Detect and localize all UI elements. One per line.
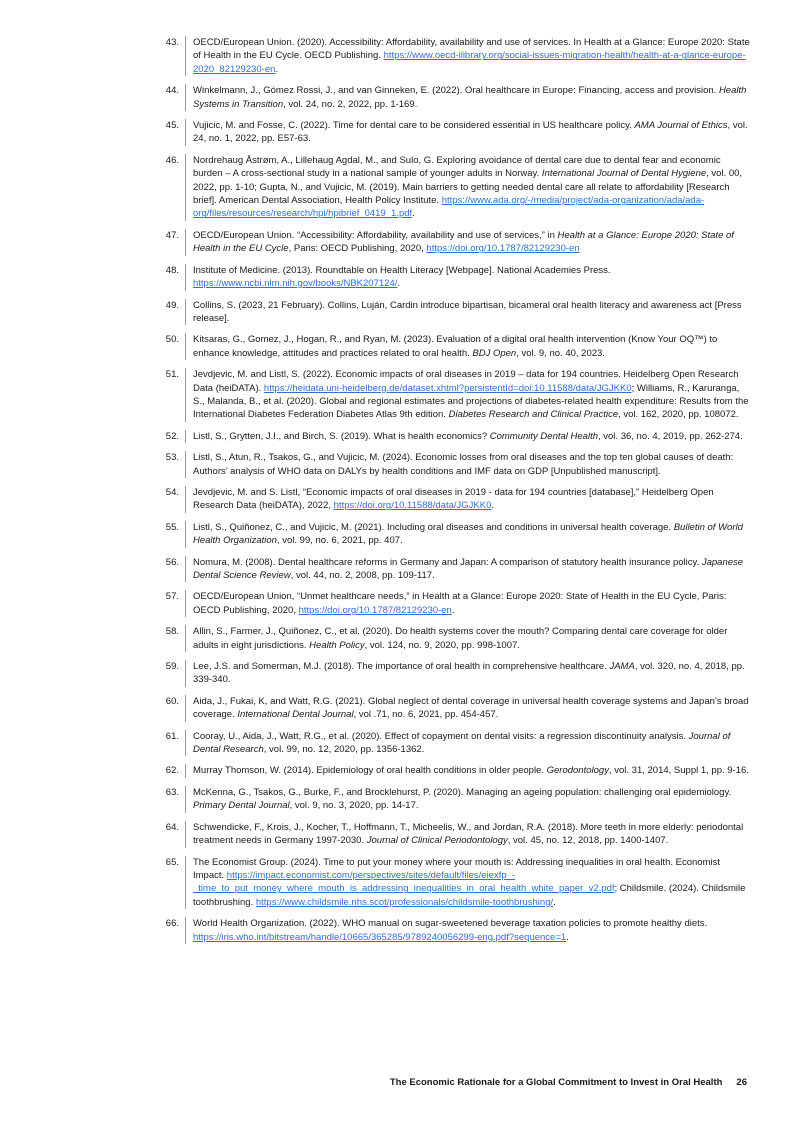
reference-text-segment: Institute of Medicine. (2013). Roundtable on Health Literacy [Webpage]. National Academies Press. [193, 264, 611, 276]
reference-source-title: JAMA [609, 661, 635, 673]
reference-text [185, 917, 750, 944]
reference-text [185, 786, 750, 813]
reference-text [185, 856, 750, 910]
reference-text-segment: , vol. 44, no. 2, 2008, pp. 109-117. [290, 570, 435, 581]
reference-number: 49. [165, 299, 179, 311]
reference-number: 45. [165, 120, 179, 132]
reference-source-title: Community Dental Health [489, 430, 598, 442]
reference-item [150, 368, 750, 422]
reference-text-segment: , vol. 24, no. 1, 2022, pp. E57-63. [193, 120, 748, 145]
reference-item [150, 229, 750, 256]
reference-source-title: BDJ Open [472, 347, 517, 359]
reference-item [150, 84, 750, 111]
reference-text-segment: . [275, 63, 279, 75]
reference-number: 48. [165, 264, 179, 276]
reference-item [150, 486, 750, 513]
reference-source-title: Health at a Glance: Europe 2020: State of Health in the EU Cycle [193, 229, 734, 255]
reference-item [150, 660, 750, 687]
reference-text-segment: Allin, S., Farmer, J., Quiñonez, C., et al. (2020). Do health systems cover the mouth? Comparing dental care coverage for older adults in eight jurisdictions. [193, 626, 728, 651]
reference-text [185, 486, 750, 513]
reference-number: 51. [165, 369, 179, 381]
page-footer [390, 1077, 747, 1088]
reference-text [185, 84, 750, 111]
reference-item [150, 590, 750, 617]
reference-text-segment: , vol. 45, no. 12, 2018, pp. 1400-1407. [507, 835, 669, 847]
reference-item [150, 333, 750, 360]
reference-text [185, 264, 750, 291]
reference-text-segment: ; Childsmile. (2024). Childsmile toothbrushing. [193, 883, 746, 908]
reference-link[interactable]: https://www.ada.org/-/media/project/ada-organization/ada/ada-org/files/resources/research/hpi/hpibrief_0419_1.pdf [193, 195, 705, 220]
reference-number: 60. [165, 695, 179, 707]
reference-number: 43. [165, 37, 179, 48]
reference-item [150, 695, 750, 722]
reference-text [185, 695, 750, 722]
reference-text [185, 556, 750, 583]
reference-number: 56. [165, 556, 179, 568]
reference-number: 44. [165, 85, 179, 97]
reference-number: 59. [165, 661, 179, 673]
reference-text [185, 333, 750, 360]
reference-item [150, 451, 750, 478]
reference-text-segment: , vol. 99, no. 6, 2021, pp. 407. [276, 535, 403, 547]
reference-text [185, 521, 750, 548]
reference-link[interactable]: https://doi.org/10.11588/data/JGJKK0 [333, 500, 492, 512]
reference-text [185, 36, 750, 76]
reference-text [185, 430, 750, 443]
reference-item [150, 786, 750, 813]
reference-link[interactable]: https://iris.who.int/bitstream/handle/10665/365285/9789240056299-eng.pdf?sequence=1 [193, 931, 567, 943]
reference-text-segment: Nordrehaug Åstrøm, A., Lillehaug Agdal, M., and Sulo, G. Exploring avoidance of dental care due to dental fear and economic burden – A cross-sectional study in a national sample of younger adults in Norway. [193, 154, 721, 180]
reference-item [150, 730, 750, 757]
reference-number: 64. [165, 821, 179, 833]
reference-item [150, 299, 750, 326]
reference-text-segment: , vol. 99, no. 12, 2020, pp. 1356-1362. [263, 744, 425, 756]
reference-text-segment: . [412, 208, 415, 220]
reference-text-segment: , vol. 162, 2020, pp. 108072. [618, 409, 739, 421]
reference-item [150, 430, 750, 443]
reference-link[interactable]: https://doi.org/10.1787/82129230-en [426, 243, 580, 255]
reference-item [150, 264, 750, 291]
reference-source-title: Diabetes Research and Clinical Practice [448, 409, 619, 421]
reference-number: 55. [165, 521, 179, 533]
reference-text-segment: , vol. 24, no. 2, 2022, pp. 1-169. [283, 98, 418, 110]
reference-text [185, 821, 750, 848]
reference-source-title: Health Systems in Transition [193, 85, 747, 110]
reference-text-segment: . [553, 896, 556, 908]
reference-text-segment: Murray Thomson, W. (2014). Epidemiology of oral health conditions in older people. [193, 765, 547, 777]
reference-item [150, 119, 750, 146]
reference-item [150, 625, 750, 652]
reference-text-segment: , vol .71, no. 6, 2021, pp. 454-457. [353, 709, 499, 721]
reference-number: 62. [165, 765, 179, 777]
reference-text-segment: . [566, 931, 569, 943]
reference-source-title: Japanese Dental Science Review [193, 556, 744, 581]
reference-list [150, 36, 750, 952]
reference-source-title: Journal of Clinical Periodontology [366, 835, 508, 847]
reference-text-segment: Lee, J.S. and Somerman, M.J. (2018). The importance of oral health in comprehensive healthcare. [193, 661, 610, 673]
reference-text [185, 451, 750, 478]
reference-link[interactable]: https://impact.economist.com/perspectives/sites/default/files/eiexfp_-_time_to_put_money_where_mouth_is_addressing_inequalities_in_oral_health_white_paper_v2.pdf [193, 869, 615, 895]
reference-text-segment: Nomura, M. (2008). Dental healthcare reforms in Germany and Japan: A comparison of statutory health insurance policy. [193, 556, 702, 568]
reference-text-segment: . [491, 500, 495, 512]
reference-number: 63. [165, 786, 179, 798]
reference-text [185, 590, 750, 617]
reference-text [185, 730, 750, 757]
reference-text-segment: Kitsaras, G., Gomez, J., Hogan, R., and Ryan, M. (2023). Evaluation of a digital oral health intervention (Know Your OQ™) to enhance knowledge, attitudes and practices related to oral health. [193, 334, 718, 359]
reference-text-segment: Collins, S. (2023, 21 February). Collins, Luján, Cardin introduce bipartisan, bicameral oral health literacy and awareness act [Press release]. [193, 299, 742, 324]
reference-text-segment: , vol. 124, no. 9, 2020, pp. 998-1007. [364, 639, 520, 651]
reference-item [150, 821, 750, 848]
reference-source-title: Primary Dental Journal [193, 800, 290, 812]
reference-item [150, 36, 750, 76]
reference-source-title: Bulletin of World Health Organization [193, 521, 743, 547]
reference-text-segment: ; Williams, R., Karuranga, S., Malanda, B., et al. (2020). Global and regional estimates and projections of diabetes-related health expenditure: Results from the International Diabetes Federation Diabetes Atlas 9th edition. [193, 382, 749, 421]
reference-text-segment: The Economist Group. (2024). Time to put your money where your mouth is: Addressing inequalities in oral health. Economist Impact. [193, 856, 720, 881]
reference-link[interactable]: https://doi.org/10.1787/82129230-en [298, 604, 452, 616]
reference-text-segment: , Paris: OECD Publishing, 2020, [288, 243, 427, 255]
reference-source-title: Journal of Dental Research [193, 730, 731, 756]
reference-link[interactable]: https://www.ncbi.nlm.nih.gov/books/NBK207124/ [193, 278, 398, 290]
reference-link[interactable]: https://www.oecd-ilibrary.org/social-issues-migration-health/health-at-a-glance-europe-2020_82129230-en [193, 50, 746, 75]
reference-text-segment: McKenna, G., Tsakos, G., Burke, F., and Brocklehurst, P. (2020). Managing an ageing population: challenging oral epidemiology. [193, 786, 732, 798]
reference-source-title: AMA Journal of Ethics [634, 120, 728, 132]
reference-source-title: International Journal of Dental Hygiene [541, 168, 707, 180]
reference-text-segment: , vol. 36, no. 4, 2019, pp. 262-274. [598, 430, 743, 442]
reference-number: 50. [165, 334, 179, 346]
footer-title: The Economic Rationale for a Global Commitment to Invest in Oral Health [389, 1077, 723, 1088]
reference-text [185, 625, 750, 652]
reference-text-segment: , vol. 00, 2022, pp. 1-10; Gupta, N., and Vujicic, M. (2019). Main barriers to getting needed dental care all relate to affordability [Research brief]. American Dental Association, Health Policy Institute. [193, 168, 743, 207]
reference-text [185, 368, 750, 422]
reference-link[interactable]: https://heidata.uni-heidelberg.de/dataset.xhtml?persistentId=doi:10.11588/data/JGJKK0 [263, 382, 632, 394]
reference-item [150, 764, 750, 777]
page-number: 26 [736, 1077, 747, 1088]
reference-text-segment: , vol. 320, no. 4, 2018, pp. 339-340. [193, 661, 745, 686]
reference-text [185, 764, 750, 777]
reference-item [150, 521, 750, 548]
reference-text [185, 154, 750, 221]
reference-link[interactable]: https://www.childsmile.nhs.scot/professionals/childsmile-toothbrushing/ [255, 896, 554, 908]
reference-text-segment: OECD/European Union, “Unmet healthcare needs,” in Health at a Glance: Europe 2020: State of Health in the EU Cycle, Paris: OECD Publishing, 2020, [193, 591, 727, 616]
reference-text-segment: Jevdjevic, M. and Listl, S. (2022). Economic impacts of oral diseases in 2019 – data for 194 countries. Heidelberg Open Research Data (heiDATA). [193, 369, 739, 394]
reference-source-title: Health Policy [309, 639, 365, 651]
reference-number: 66. [165, 918, 179, 930]
reference-text-segment: World Health Organization. (2022). WHO manual on sugar-sweetened beverage taxation policies to promote healthy diets. [193, 918, 708, 930]
reference-number: 57. [165, 591, 179, 603]
reference-item [150, 154, 750, 221]
reference-text-segment: , vol. 31, 2014, Suppl 1, pp. 9-16. [608, 765, 749, 777]
reference-text-segment: OECD/European Union. (2020). Accessibility: Affordability, availability and use of services. In Health at a Glance: Europe 2020: State of Health in the EU Cycle. OECD Publishing. [193, 37, 750, 62]
reference-text-segment: , vol. 9, no. 40, 2023. [516, 347, 605, 359]
reference-text-segment: Vujicic, M. and Fosse, C. (2022). Time for dental care to be considered essential in US healthcare policy. [193, 120, 635, 132]
reference-number: 61. [165, 730, 179, 742]
reference-text-segment: . [451, 604, 455, 616]
reference-text-segment: Listl, S., Grytten, J.I., and Birch, S. (2019). What is health economics? [193, 430, 490, 442]
reference-text-segment: Cooray, U., Aida, J., Watt, R.G., et al. (2020). Effect of copayment on dental visits: a regression discontinuity analysis. [193, 730, 689, 742]
reference-number: 58. [165, 626, 179, 638]
reference-text-segment: Listl, S., Quiñonez, C., and Vujicic, M. (2021). Including oral diseases and conditions in universal health coverage. [193, 521, 674, 533]
reference-number: 53. [165, 452, 179, 464]
reference-item [150, 917, 750, 944]
reference-text-segment: OECD/European Union. “Accessibility: Affordability, availability and use of services,” in [193, 229, 558, 241]
reference-source-title: Gerodontology [546, 765, 609, 777]
reference-text-segment: Jevdjevic, M. and S. Listl, “Economic impacts of oral diseases in 2019 - data for 194 countries [database],” Heidelberg Open Research Data (heiDATA), 2022, [193, 486, 714, 512]
reference-text [185, 229, 750, 256]
reference-number: 65. [165, 856, 179, 868]
reference-number: 52. [165, 430, 179, 442]
reference-text-segment: , vol. 9, no. 3, 2020, pp. 14-17. [289, 800, 419, 812]
reference-text [185, 119, 750, 146]
reference-text-segment: Aida, J., Fukai, K, and Watt, R.G. (2021). Global neglect of dental coverage in universal health coverage systems and Japan’s broad coverage. [193, 695, 749, 721]
reference-number: 47. [165, 229, 179, 241]
reference-item [150, 856, 750, 910]
reference-text-segment: Winkelmann, J., Gómez Rossi, J., and van Ginneken, E. (2022). Oral healthcare in Europe: Financing, access and provision. [193, 85, 719, 97]
reference-source-title: International Dental Journal [237, 709, 354, 721]
reference-text [185, 660, 750, 687]
reference-text-segment: . [397, 278, 401, 290]
reference-text-segment: Listl, S., Atun, R., Tsakos, G., and Vujicic, M. (2024). Economic losses from oral diseases and the top ten global causes of death: Authors’ analysis of WHO data on DALYs by health conditions and IMF data on GDP [Unpublished manuscript]. [193, 452, 734, 477]
reference-number: 54. [165, 486, 179, 498]
reference-text [185, 299, 750, 326]
reference-item [150, 556, 750, 583]
reference-text-segment: Schwendicke, F., Krois, J., Kocher, T., Hoffmann, T., Micheelis, W., and Jordan, R.A. (2018). More teeth in more elderly: periodontal treatment needs in Germany 1997-2030. [193, 821, 744, 847]
reference-number: 46. [165, 154, 179, 166]
